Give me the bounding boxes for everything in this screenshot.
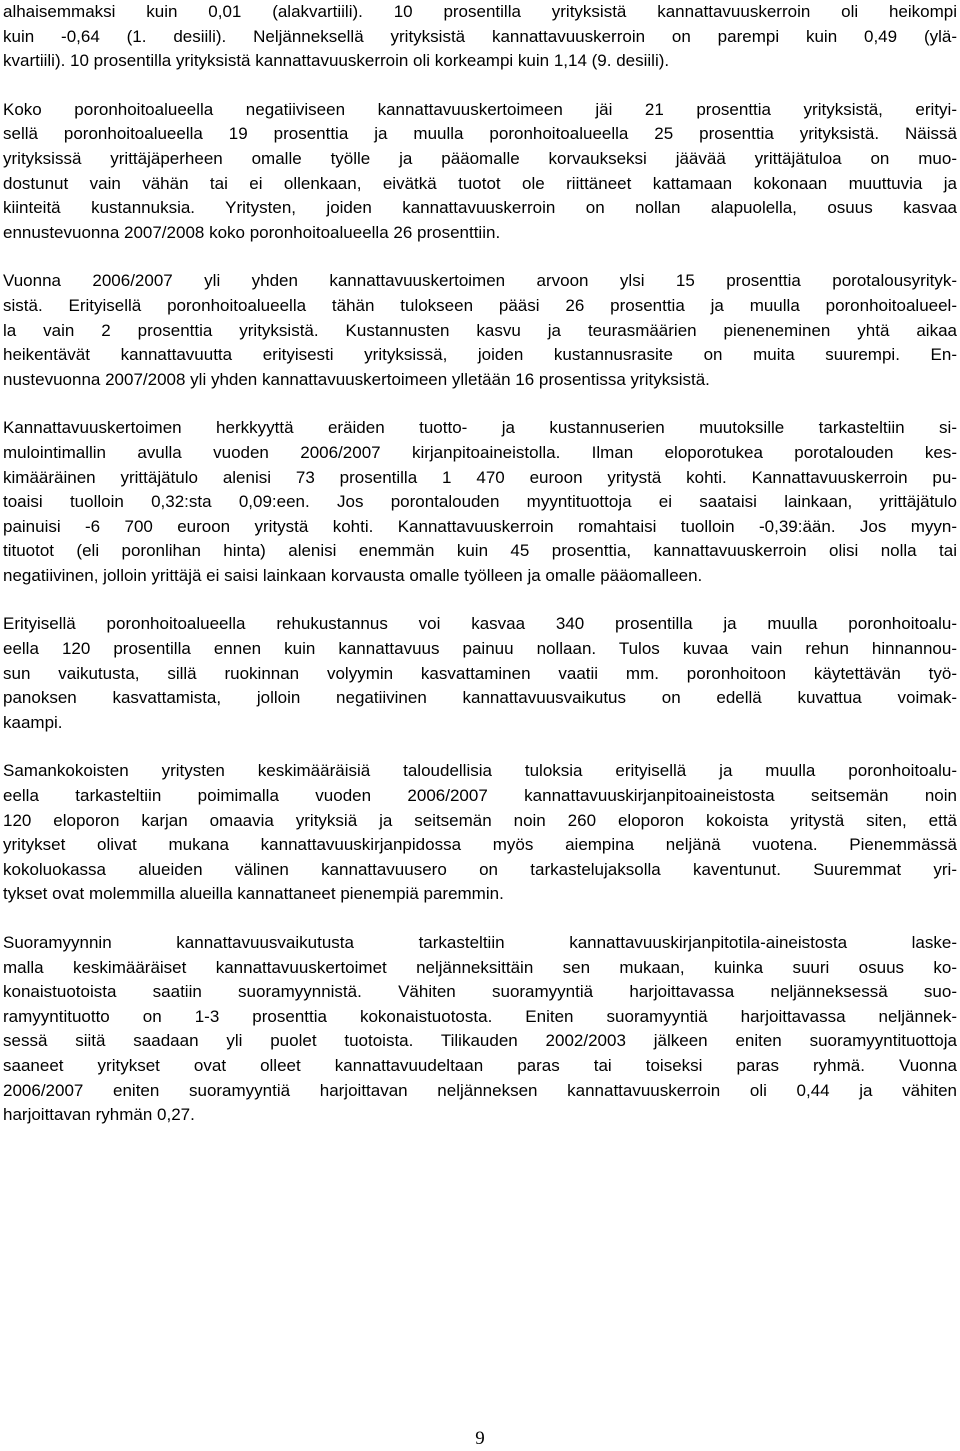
text-line: nustevuonna 2007/2008 yli yhden kannattavuuskertoimeen ylletään 16 prosentissa yrityksistä.	[3, 369, 710, 389]
text-line: sun vaikutusta, sillä ruokinnan volyymin kasvattaminen vaatii mm. poronhoitoon käytettävän työ-	[3, 663, 957, 683]
text-line: eella 120 prosentilla ennen kuin kannattavuus painuu nollaan. Tulos kuvaa vain rehun hinnannou-	[3, 639, 957, 659]
text-line: kiinteitä kustannuksia. Yritysten, joiden kannattavuuskerroin on nollan alapuolella, osuus kasvaa	[3, 198, 957, 218]
text-line: Erityisellä poronhoitoalueella rehukustannus voi kasvaa 340 prosentilla ja muulla poronhoitoalu-	[3, 614, 957, 634]
text-line: la vain 2 prosenttia yrityksistä. Kustannusten kasvu ja teurasmäärien pieneneminen yhtä aikaa	[3, 320, 957, 340]
text-line: Kannattavuuskertoimen herkkyyttä eräiden tuotto- ja kustannuserien muutoksille tarkasteltiin si-	[3, 418, 957, 438]
document-page	[3, 0, 957, 1152]
text-line: dostunut vain vähän tai ei ollenkaan, eivätkä tuotot ole riittäneet kattamaan kokonaan muuttuvia ja	[3, 173, 957, 193]
text-line: kuin -0,64 (1. desiili). Neljänneksellä yrityksistä kannattavuuskerroin on parempi kuin 0,49 (ylä-	[3, 26, 957, 46]
text-line: alhaisemmaksi kuin 0,01 (alakvartiili). 10 prosentilla yrityksistä kannattavuuskerroin oli heikompi	[3, 2, 957, 21]
paragraph-quartiles	[3, 0, 957, 74]
text-line: Samankokoisten yritysten keskimääräisiä taloudellisia tuloksia erityisellä ja muulla poronhoitoalu-	[3, 761, 957, 781]
text-line: kvartiili). 10 prosentilla yrityksistä kannattavuuskerroin oli korkeampi kuin 1,14 (9. desiili).	[3, 51, 670, 71]
text-line: saaneet yritykset ovat olleet kannattavuudeltaan paras tai toiseksi paras ryhmä. Vuonna	[3, 1055, 957, 1075]
text-line: malla keskimääräiset kannattavuuskertoimet neljänneksittäin sen mukaan, kuinka suuri osuus ko-	[3, 957, 957, 977]
text-line: ramyyntituotto on 1-3 prosenttia kokonaistuotosta. Eniten suoramyyntiä harjoittavassa neljännek-	[3, 1006, 957, 1026]
text-line: sistä. Erityisellä poronhoitoalueella tähän tulokseen pääsi 26 prosenttia ja muulla poronhoitoalueel-	[3, 295, 957, 315]
text-line: Suoramyynnin kannattavuusvaikutusta tarkasteltiin kannattavuuskirjanpitotila-aineistosta laske-	[3, 933, 957, 952]
text-line: negatiivinen, jolloin yrittäjä ei saisi lainkaan korvausta omalle työlleen ja omalle pääomalleen.	[3, 565, 703, 585]
text-line: kokoluokassa alueiden välinen kannattavuusero on tarkastelujaksolla kaventunut. Suuremmat yri-	[3, 859, 957, 879]
paragraph-same-size-companies	[3, 759, 957, 907]
text-line: painuisi -6 700 euroon yritystä kohti. Kannattavuuskerroin romahtaisi tuolloin -0,39:ään. Jos myyn-	[3, 516, 957, 536]
text-line: 120 eloporon karjan omaavia yrityksiä ja seitsemän noin 260 eloporon kokoista yritystä siten, että	[3, 810, 957, 830]
text-line: harjoittavan ryhmän 0,27.	[3, 1105, 195, 1125]
text-line: kaampi.	[3, 712, 63, 732]
paragraph-sensitivity	[3, 416, 957, 588]
text-line: eella tarkasteltiin poimimalla vuoden 2006/2007 kannattavuuskirjanpitoaineistosta seitsemän noin	[3, 786, 957, 806]
text-line: sellä poronhoitoalueella 19 prosenttia ja muulla poronhoitoalueella 25 prosenttia yrityksistä. Näissä	[3, 124, 957, 144]
text-line: panoksen kasvattamista, jolloin negatiivinen kannattavuusvaikutus on edellä kuvattua voimak-	[3, 688, 957, 708]
text-line: konaistuotoista saatiin suoramyynnistä. Vähiten suoramyyntiä harjoittavassa neljänneksessä suo-	[3, 982, 957, 1002]
paragraph-above-one	[3, 269, 957, 392]
text-line: toaisi tuolloin 0,32:sta 0,09:een. Jos porontalouden myyntituottoja ei saataisi lainkaan, yrittäjätulo	[3, 492, 957, 512]
text-line: sessä siitä saadaan yli puolet tuotoista. Tilikauden 2002/2003 jälkeen eniten suoramyyntituottoja	[3, 1031, 957, 1051]
text-line: ennustevuonna 2007/2008 koko poronhoitoalueella 26 prosenttiin.	[3, 222, 501, 242]
text-line: yritykset olivat mukana kannattavuuskirjanpidossa myös aiempina neljänä vuotena. Pienemmässä	[3, 835, 957, 855]
text-line: tykset ovat molemmilla alueilla kannattaneet pienempiä paremmin.	[3, 884, 504, 904]
paragraph-direct-sales	[3, 931, 957, 1128]
text-line: yrityksissä yrittäjäperheen omalle työlle ja pääomalle korvaukseksi jäävää yrittäjätuloa on muo-	[3, 148, 957, 168]
text-line: tituotot (eli poronlihan hinta) alenisi enemmän kuin 45 prosenttia, kannattavuuskerroin olisi nolla tai	[3, 541, 957, 561]
text-line: Koko poronhoitoalueella negatiiviseen kannattavuuskertoimeen jäi 21 prosenttia yrityksistä, erityi-	[3, 99, 957, 119]
text-line: Vuonna 2006/2007 yli yhden kannattavuuskertoimen arvoon ylsi 15 prosenttia porotalousyrityk-	[3, 271, 957, 291]
text-line: 2006/2007 eniten suoramyyntiä harjoittavan neljänneksen kannattavuuskerroin oli 0,44 ja vähiten	[3, 1080, 957, 1100]
text-line: kimääräinen yrittäjätulo alenisi 73 prosentilla 1 470 euroon yritystä kohti. Kannattavuuskerroin pu-	[3, 467, 957, 487]
text-line: heikentävät kannattavuutta erityisesti yrityksissä, joiden kustannusrasite on muita suurempi. En-	[3, 345, 957, 365]
page-number: 9	[475, 1428, 485, 1449]
paragraph-negative-coefficient	[3, 98, 957, 246]
paragraph-feed-cost	[3, 612, 957, 735]
text-line: mulointimallin avulla vuoden 2006/2007 kirjanpitoaineistolla. Ilman eloporotukea porotalouden kes-	[3, 442, 957, 462]
